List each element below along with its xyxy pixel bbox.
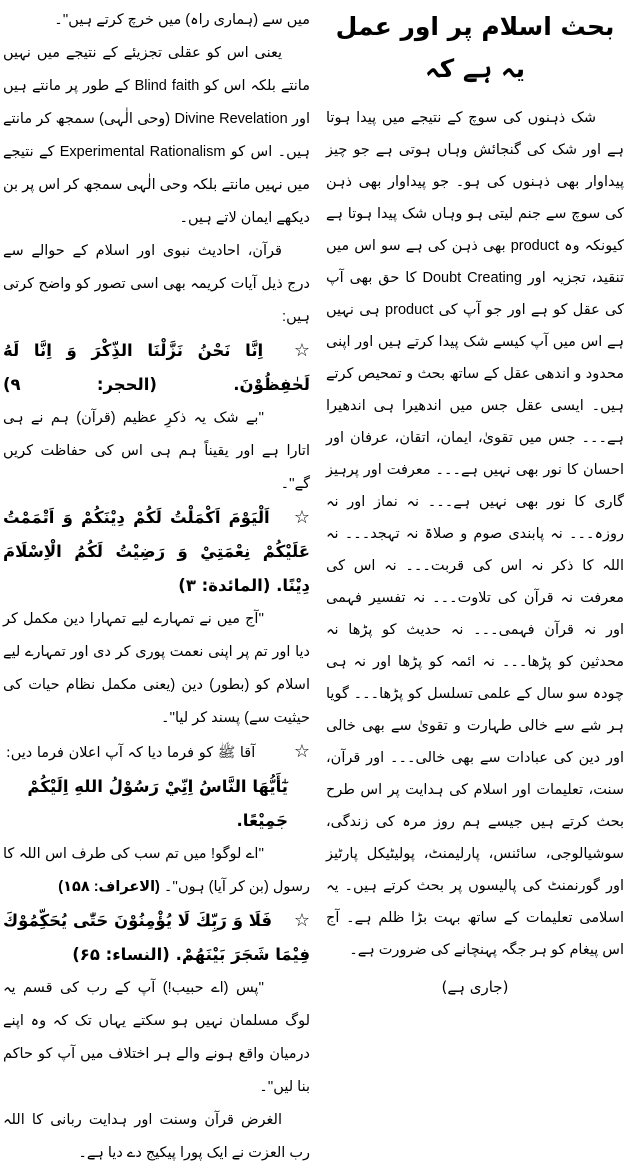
verse-4-translation: ''پس (اے حبیب!) آپ کے رب کی قسم یہ لوگ مسلمان نہیں ہو سکتے یہاں تک کہ وہ اپنے درمیان واقع ہونے والے ہر اختلاف میں آپ کو حاکم بنا لیں''۔ xyxy=(3,980,310,1095)
verse-3-intro-line xyxy=(3,735,310,770)
verse-4-line xyxy=(3,904,310,972)
right-column xyxy=(3,4,311,1161)
verse-1-line xyxy=(3,334,310,402)
star-icon: ☆ xyxy=(293,741,310,762)
verse-1-arabic: اِنَّا نَحْنُ نَزَّلْنَا الذِّكْرَ وَ اِنَّا لَهُ لَحٰفِظُوْنَ. xyxy=(3,341,310,394)
verse-2-arabic: اَلْيَوْمَ اَكْمَلْتُ لَكُمْ دِيْنَكُمْ وَ اَتْمَمْتُ عَلَيْكُمْ نِعْمَتِيْ وَ رَضِيْتُ لَكُمُ الْاِسْلَامَ دِيْنًا. xyxy=(3,508,310,595)
verse-3-translation-line xyxy=(3,838,310,904)
paragraph-explanation: یعنی اس کو عقلی تجزیئے کے نتیجے میں نہیں مانتے بلکہ اس کو Blind faith کے طور پر مانتے ہیں اور Divine Revelation (وحی الٰہی) سمجھ کر مانتے ہیں۔ اس کو Experimental Rationalism کے نتیجے میں نہیں مانتے بلکہ وحی الٰہی سمجھ کر اس پر بن دیکھے ایمان لاتے ہیں۔ xyxy=(3,45,311,226)
left-column xyxy=(326,4,624,996)
verse-block-3 xyxy=(3,735,310,904)
salat-mark-icon: ﷺ xyxy=(217,745,236,761)
verse-block-4 xyxy=(3,904,310,1104)
paragraph-verses-intro: قرآن، احادیث نبوی اور اسلام کے حوالے سے درج ذیل آیات کریمہ بھی اسی تصور کو واضح کرتی ہیں: xyxy=(3,243,310,325)
verse-2-reference: (المائدة: ۳) xyxy=(178,576,271,595)
verse-3-intro-suffix: کو فرما دیا کہ آپ اعلان فرما دیں: xyxy=(5,745,214,761)
left-body-paragraph: شک ذہنوں کی سوچ کے نتیجے میں پیدا ہوتا ہے اور شک کی گنجائش وہاں ہوتی ہے جو چیز پیداوار بھی ذہنوں کی ہو۔ جو پیداوار بھی ذہن کی سوچ سے جنم لیتی ہو وہاں شک پیدا ہوتا ہے کیونکہ وہ product بھی ذہن کی ہے سو اس میں تنقید، تجزیہ اور Doubt Creating کا حق بھی آپ کی عقل کو ہے اور جو آپ کی product ہی نہیں ہے اس میں آپ کیسے شک پیدا کرتے ہیں اور اپنی محدود و اندھی عقل کے ساتھ بحث و تمحیص کرتے ہیں۔ ایسی عقل جس میں اندھیرا ہی اندھیرا ہے۔۔۔ جس میں تقویٰ، ایمان، اتقان، عرفان اور احسان کا نور بھی نہیں ہے۔۔۔ معرفت اور پرہیز گاری کا نور بھی نہیں ہے۔۔۔ نہ نماز اور نہ روزہ۔۔۔ نہ پابندی صوم و صلاۃ نہ تہجد۔۔۔ نہ اللہ کا ذکر نہ اس کی قربت۔۔۔ نہ اس کی معرفت نہ قرآن کی تلاوت۔۔۔ نہ تفسیر فہمی اور نہ قرآن فہمی۔۔۔ نہ حدیث کو پڑھا نہ محدثین کو پڑھا۔۔۔ نہ ائمہ کو پڑھا اور نہ ہی چودہ سو سال کے علمی تسلسل کو پڑھا۔۔۔ گویا ہر شے سے خالی طہارت و تقویٰ سے بھی خالی اور دین کی عبادات سے بھی خالی۔۔۔ اور قرآن، سنت، تعلیمات اور اسلام کی ہدایت پر اس طرح بحث کرتے ہیں جیسے ہم روز مرہ کی زندگی، سوشیالوجی، سائنس، پارلیمنٹ، پولیٹیکل پارٹیز اور گورنمنٹ کی پالیسوں پر بحث کرتے ہیں۔ یہ اسلامی تعلیمات کے ساتھ بہت بڑا ظلم ہے۔ آج اس پیغام کو ہر جگہ پہنچانے کی ضرورت ہے۔ xyxy=(326,110,624,958)
verse-1-reference: (الحجر: ۹) xyxy=(3,375,157,394)
verse-block-2 xyxy=(3,501,310,735)
verse-3-translation: ''اے لوگو! میں تم سب کی طرف اس اللہ کا رسول (بن کر آیا) ہوں''۔ xyxy=(3,846,310,895)
verse-3-reference: (الاعراف: ۱۵۸) xyxy=(58,879,160,895)
verse-block-1 xyxy=(3,334,310,501)
verse-3-arabic: يٰٓأَيُّهَا النَّاسُ اِنِّيْ رَسُوْلُ اللهِ اِلَيْكُمْ جَمِيْعًا. xyxy=(27,777,288,830)
paragraph-closing: الغرض قرآن وسنت اور ہدایت ربانی کا اللہ رب العزت نے ایک پورا پیکیج دے دیا ہے۔ xyxy=(3,1112,310,1161)
continued-note: (جاری ہے) xyxy=(441,978,509,996)
verse-4-arabic: فَلَا وَ رَبِّكَ لَا يُؤْمِنُوْنَ حَتّٰى يُحَكِّمُوْكَ فِيْمَا شَجَرَ بَيْنَهُمْ. xyxy=(3,911,310,964)
star-icon: ☆ xyxy=(293,507,311,528)
verse-4-reference: (النساء: ۶۵) xyxy=(72,945,170,964)
paragraph-continuation: میں سے (ہماری راہ) میں خرچ کرتے ہیں''۔ xyxy=(54,12,310,28)
star-icon: ☆ xyxy=(293,340,310,361)
article-heading: بحث اسلام پر اور عمل یہ ہے کہ xyxy=(335,12,615,83)
verse-2-line xyxy=(3,501,310,603)
verse-2-translation: ''آج میں نے تمہارے لیے تمہارا دین مکمل کر دیا اور تم پر اپنی نعمت پوری کر دی اور تمہارے لیے اسلام کو (بطور) دین (یعنی مکمل نظام حیات کی حیثیت سے) پسند کر لیا''۔ xyxy=(3,611,310,726)
verse-1-translation: ''بے شک یہ ذکرِ عظیم (قرآن) ہم نے ہی اتارا ہے اور یقیناً ہم ہی اس کی حفاظت کریں گے''۔ xyxy=(3,410,310,492)
verse-3-intro-prefix: آقا xyxy=(239,745,256,761)
star-icon: ☆ xyxy=(293,910,310,931)
